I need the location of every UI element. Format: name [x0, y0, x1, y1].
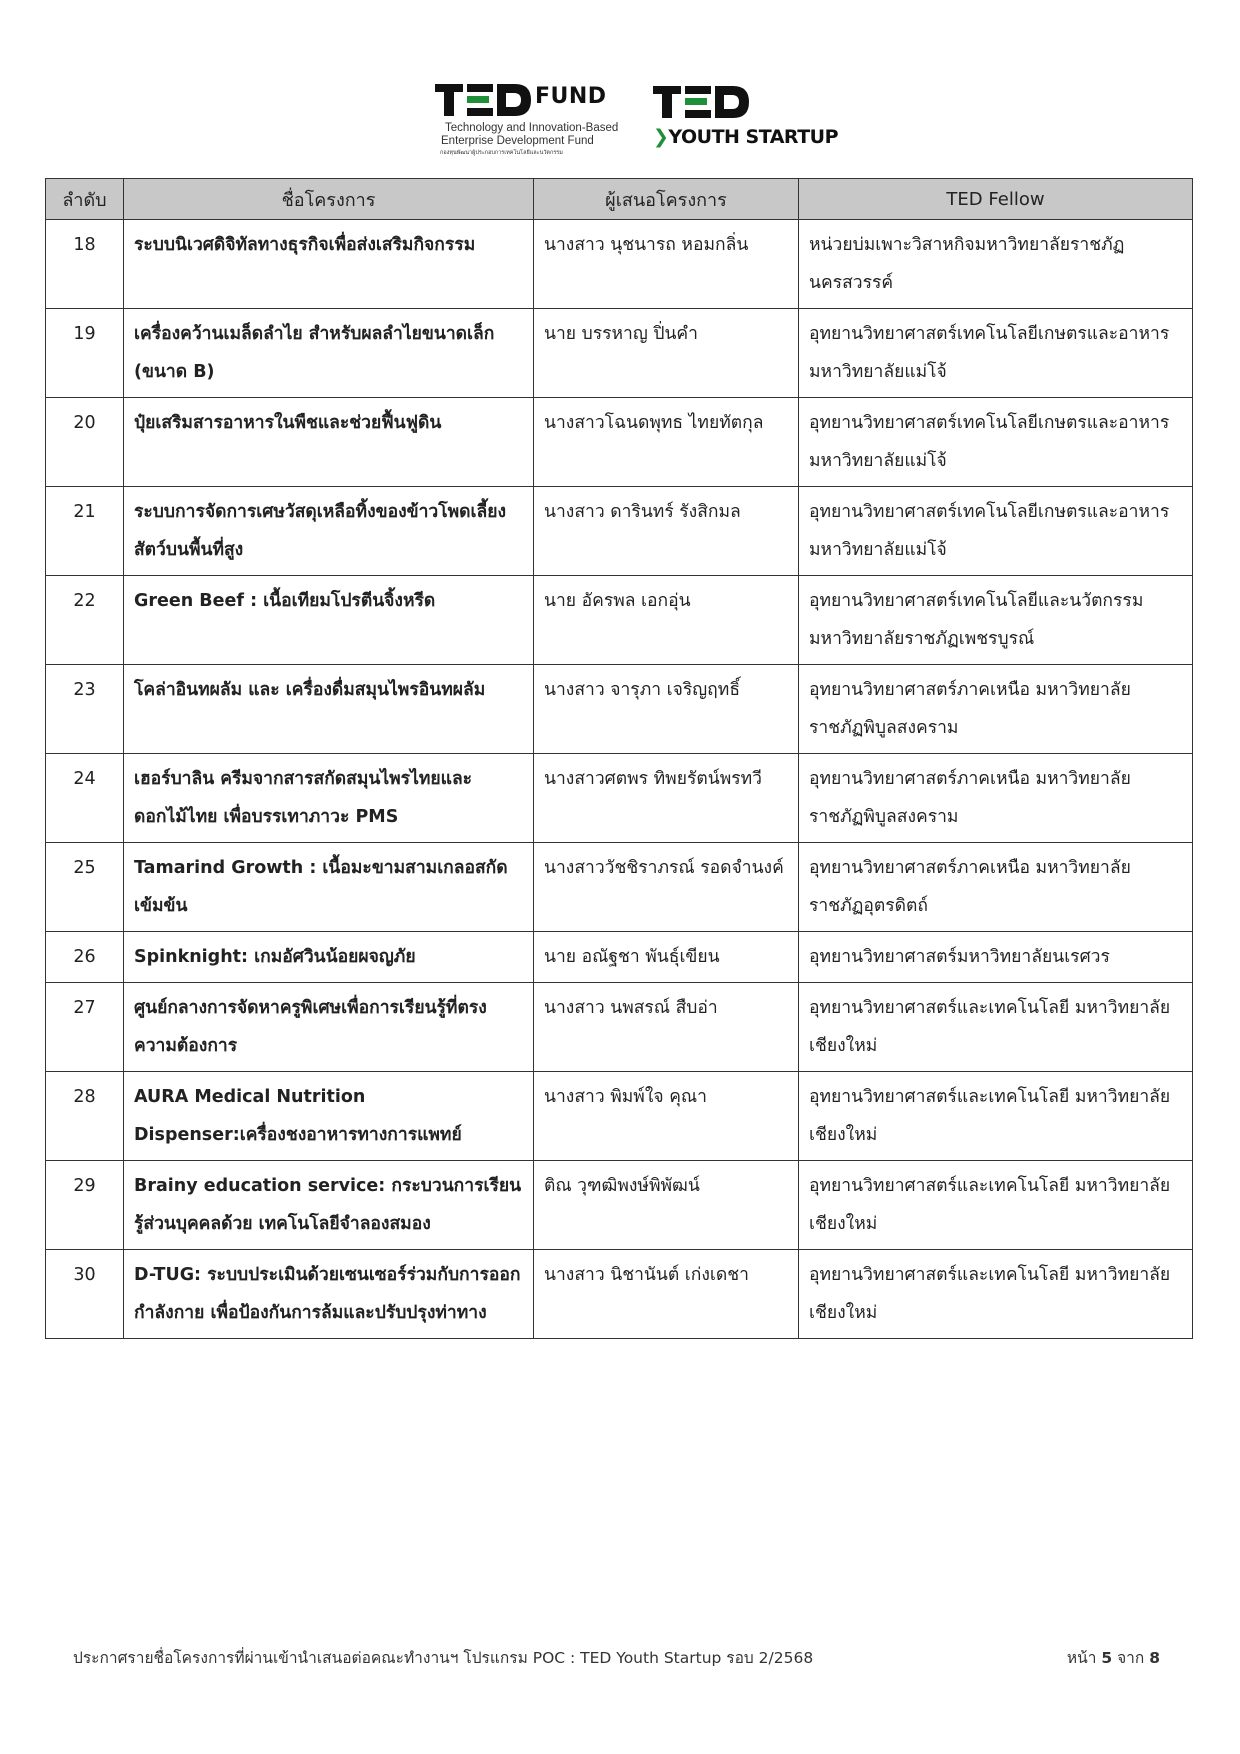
proposer-name: นางสาวศตพร ทิพยรัตน์พรทวี — [534, 754, 799, 843]
column-header-proposer: ผู้เสนอโครงการ — [534, 179, 799, 220]
page-indicator — [1067, 1645, 1160, 1670]
proposer-name: นางสาว นพสรณ์ สืบอ่า — [534, 983, 799, 1072]
proposer-name: นางสาววัชชิราภรณ์ รอดจำนงค์ — [534, 843, 799, 932]
ted-fellow: อุทยานวิทยาศาสตร์เทคโนโลยีเกษตรและอาหาร มหาวิทยาลัยแม่โจ้ — [799, 487, 1193, 576]
project-name: ปุ๋ยเสริมสารอาหารในพืชและช่วยฟื้นฟูดิน — [124, 398, 534, 487]
project-name: AURA Medical Nutrition Dispenser:เครื่องชงอาหารทางการแพทย์ — [124, 1072, 534, 1161]
page-label: หน้า — [1066, 1649, 1097, 1667]
table-row — [46, 843, 1193, 932]
row-number: 27 — [46, 983, 124, 1072]
table-row — [46, 398, 1193, 487]
row-number: 30 — [46, 1250, 124, 1339]
proposer-name: นางสาว นิชานันต์ เก่งเดชา — [534, 1250, 799, 1339]
proposer-name: นาย อัครพล เอกอุ่น — [534, 576, 799, 665]
row-number: 23 — [46, 665, 124, 754]
table-row — [46, 309, 1193, 398]
project-name: Spinknight: เกมอัศวินน้อยผจญภัย — [124, 932, 534, 983]
ted-fellow: อุทยานวิทยาศาสตร์เทคโนโลยีเกษตรและอาหาร มหาวิทยาลัยแม่โจ้ — [799, 398, 1193, 487]
table-row — [46, 1250, 1193, 1339]
table-row — [46, 576, 1193, 665]
proposer-name: นาย อณัฐชา พันธุ์เขียน — [534, 932, 799, 983]
proposer-name: นาย บรรหาญ ปิ่นคำ — [534, 309, 799, 398]
ted-fellow: อุทยานวิทยาศาสตร์ภาคเหนือ มหาวิทยาลัยราชภัฏพิบูลสงคราม — [799, 665, 1193, 754]
table-row — [46, 1161, 1193, 1250]
chevron-right-icon: ❯ — [653, 126, 669, 148]
row-number: 26 — [46, 932, 124, 983]
ted-fellow: อุทยานวิทยาศาสตร์เทคโนโลยีและนวัตกรรม มหาวิทยาลัยราชภัฏเพชรบูรณ์ — [799, 576, 1193, 665]
row-number: 29 — [46, 1161, 124, 1250]
column-header-order: ลำดับ — [46, 179, 124, 220]
table-row — [46, 754, 1193, 843]
table-row — [46, 1072, 1193, 1161]
table-row — [46, 932, 1193, 983]
table-row — [46, 983, 1193, 1072]
row-number: 24 — [46, 754, 124, 843]
ted-fellow: อุทยานวิทยาศาสตร์และเทคโนโลยี มหาวิทยาลัยเชียงใหม่ — [799, 1161, 1193, 1250]
table-body — [46, 220, 1193, 1339]
ted-fellow: อุทยานวิทยาศาสตร์และเทคโนโลยี มหาวิทยาลัยเชียงใหม่ — [799, 983, 1193, 1072]
ted-youth-startup-logo — [653, 84, 839, 154]
ted-mark-icon — [435, 82, 535, 120]
ted-mark-icon — [653, 84, 753, 122]
project-name: เฮอร์บาลิน ครีมจากสารสกัดสมุนไพรไทยและดอกไม้ไทย เพื่อบรรเทาภาวะ PMS — [124, 754, 534, 843]
table-row — [46, 220, 1193, 309]
proposer-name: นางสาว นุชนารถ หอมกลิ่น — [534, 220, 799, 309]
row-number: 22 — [46, 576, 124, 665]
table-row — [46, 665, 1193, 754]
row-number: 25 — [46, 843, 124, 932]
ted-fellow: อุทยานวิทยาศาสตร์และเทคโนโลยี มหาวิทยาลัยเชียงใหม่ — [799, 1250, 1193, 1339]
proposer-name: ติณ วุฑฒิพงษ์พิพัฒน์ — [534, 1161, 799, 1250]
ted-fellow: อุทยานวิทยาศาสตร์ภาคเหนือ มหาวิทยาลัยราชภัฏอุตรดิตถ์ — [799, 843, 1193, 932]
page-total: 8 — [1149, 1649, 1160, 1667]
table-row — [46, 487, 1193, 576]
row-number: 19 — [46, 309, 124, 398]
row-number: 28 — [46, 1072, 124, 1161]
projects-table — [45, 178, 1193, 1339]
column-header-project: ชื่อโครงการ — [124, 179, 534, 220]
project-name: Brainy education service: กระบวนการเรียนรู้ส่วนบุคคลด้วย เทคโนโลยีจำลองสมอง — [124, 1161, 534, 1250]
footer-title: ประกาศรายชื่อโครงการที่ผ่านเข้านำเสนอต่อคณะทำงานฯ โปรแกรม POC : TED Youth Startup รอบ 2/2568 — [73, 1649, 814, 1667]
ted-fellow: หน่วยบ่มเพาะวิสาหกิจมหาวิทยาลัยราชภัฏนครสวรรค์ — [799, 220, 1193, 309]
project-name: Tamarind Growth : เนื้อมะขามสามเกลอสกัดเข้มข้น — [124, 843, 534, 932]
project-name: ระบบการจัดการเศษวัสดุเหลือทิ้งของข้าวโพดเลี้ยงสัตว์บนพื้นที่สูง — [124, 487, 534, 576]
ted-fellow: อุทยานวิทยาศาสตร์เทคโนโลยีเกษตรและอาหาร มหาวิทยาลัยแม่โจ้ — [799, 309, 1193, 398]
project-name: ศูนย์กลางการจัดหาครูพิเศษเพื่อการเรียนรู้ที่ตรงความต้องการ — [124, 983, 534, 1072]
ted-fund-logo — [435, 82, 625, 162]
proposer-name: นางสาว พิมพ์ใจ คุณา — [534, 1072, 799, 1161]
project-name: เครื่องคว้านเมล็ดลำไย สำหรับผลลำไยขนาดเล็ก (ขนาด B) — [124, 309, 534, 398]
ted-fellow: อุทยานวิทยาศาสตร์และเทคโนโลยี มหาวิทยาลัยเชียงใหม่ — [799, 1072, 1193, 1161]
ted-fellow: อุทยานวิทยาศาสตร์มหาวิทยาลัยนเรศวร — [799, 932, 1193, 983]
youth-startup-word — [653, 126, 838, 148]
page-current: 5 — [1101, 1649, 1113, 1667]
project-name: Green Beef : เนื้อเทียมโปรตีนจิ้งหรีด — [124, 576, 534, 665]
row-number: 21 — [46, 487, 124, 576]
fund-word: FUND — [535, 84, 607, 109]
proposer-name: นางสาว ดารินทร์ รังสิกมล — [534, 487, 799, 576]
row-number: 18 — [46, 220, 124, 309]
proposer-name: นางสาวโฉนดพุทธ ไทยทัตกุล — [534, 398, 799, 487]
project-name: ระบบนิเวศดิจิทัลทางธุรกิจเพื่อส่งเสริมกิจกรรม — [124, 220, 534, 309]
fund-tagline-2: Enterprise Development Fund — [441, 135, 594, 147]
page-of-label: จาก — [1117, 1649, 1145, 1667]
row-number: 20 — [46, 398, 124, 487]
project-name: D-TUG: ระบบประเมินด้วยเซนเซอร์ร่วมกับการออกกำลังกาย เพื่อป้องกันการล้มและปรับปรุงท่าทาง — [124, 1250, 534, 1339]
proposer-name: นางสาว จารุภา เจริญฤทธิ์ — [534, 665, 799, 754]
fund-tagline-th: กองทุนพัฒนาผู้ประกอบการเทคโนโลยีและนวัตกรรม — [440, 150, 563, 156]
youth-startup-label: YOUTH STARTUP — [668, 126, 839, 148]
project-name: โคล่าอินทผลัม และ เครื่องดื่มสมุนไพรอินทผลัม — [124, 665, 534, 754]
column-header-fellow: TED Fellow — [799, 179, 1193, 220]
ted-fellow: อุทยานวิทยาศาสตร์ภาคเหนือ มหาวิทยาลัยราชภัฏพิบูลสงคราม — [799, 754, 1193, 843]
header-logos — [435, 82, 839, 162]
fund-tagline-1: Technology and Innovation-Based — [445, 122, 619, 134]
table-header-row — [46, 179, 1193, 220]
